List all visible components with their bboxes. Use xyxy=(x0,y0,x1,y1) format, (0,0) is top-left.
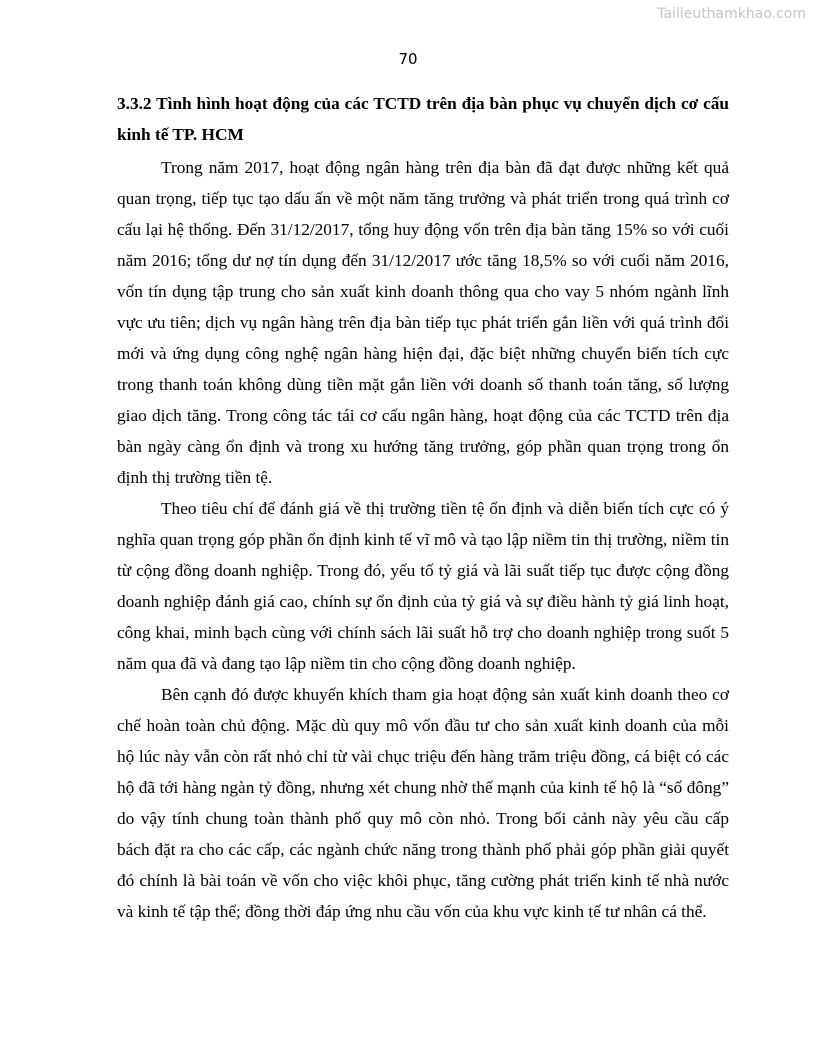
paragraph-2: Theo tiêu chí để đánh giá về thị trường tiền tệ ổn định và diễn biến tích cực có ý nghĩa quan trọng góp phần ổn định kinh tế vĩ mô và tạo lập niềm tin thị trường, niềm tin từ cộng đồng doanh nghiệp. Trong đó, yếu tố tỷ giá và lãi suất tiếp tục được cộng đồng doanh nghiệp đánh giá cao, chính sự ổn định của tỷ giá và sự điều hành tỷ giá linh hoạt, công khai, minh bạch cùng với chính sách lãi suất hỗ trợ cho doanh nghiệp trong suốt 5 năm qua đã và đang tạo lập niềm tin cho cộng đồng doanh nghiệp. xyxy=(117,499,729,673)
section-heading: 3.3.2 Tình hình hoạt động của các TCTD trên địa bàn phục vụ chuyển dịch cơ cấu kinh tế TP. HCM xyxy=(117,94,729,144)
watermark: Tailieuthamkhao.com xyxy=(657,6,806,22)
paragraph-1: Trong năm 2017, hoạt động ngân hàng trên địa bàn đã đạt được những kết quả quan trọng, tiếp tục tạo dấu ấn về một năm tăng trưởng và phát triển trong quá trình cơ cấu lại hệ thống. Đến 31/12/2017, tổng huy động vốn trên địa bàn tăng 15% so với cuối năm 2016; tổng dư nợ tín dụng đến 31/12/2017 ước tăng 18,5% so với cuối năm 2016, vốn tín dụng tập trung cho sản xuất kinh doanh thông qua cho vay 5 nhóm ngành lĩnh vực ưu tiên; dịch vụ ngân hàng trên địa bàn tiếp tục phát triển gắn liền với quá trình đổi mới và ứng dụng công nghệ ngân hàng hiện đại, đặc biệt những chuyển biến tích cực trong thanh toán không dùng tiền mặt gắn liền với doanh số thanh toán tăng, số lượng giao dịch tăng. Trong công tác tái cơ cấu ngân hàng, hoạt động của các TCTD trên địa bàn ngày càng ổn định và trong xu hướng tăng trưởng, góp phần quan trọng trong ổn định thị trường tiền tệ. xyxy=(117,158,729,487)
paragraph-3: Bên cạnh đó được khuyến khích tham gia hoạt động sản xuất kinh doanh theo cơ chế hoàn toàn chủ động. Mặc dù quy mô vốn đầu tư cho sản xuất kinh doanh của mỗi hộ lúc này vẫn còn rất nhỏ chỉ từ vài chục triệu đến hàng trăm triệu đồng, cá biệt có các hộ đã tới hàng ngàn tỷ đồng, nhưng xét chung nhờ thế mạnh của kinh tế hộ là “số đông” do vậy tính chung toàn thành phố quy mô còn nhỏ. Trong bối cảnh này yêu cầu cấp bách đặt ra cho các cấp, các ngành chức năng trong thành phố phải góp phần giải quyết đó chính là bài toán về vốn cho việc khôi phục, tăng cường phát triển kinh tế nhà nước và kinh tế tập thể; đồng thời đáp ứng nhu cầu vốn của khu vực kinh tế tư nhân cá thể. xyxy=(117,685,729,921)
document-body xyxy=(117,88,729,927)
page-number: 70 xyxy=(398,50,418,68)
